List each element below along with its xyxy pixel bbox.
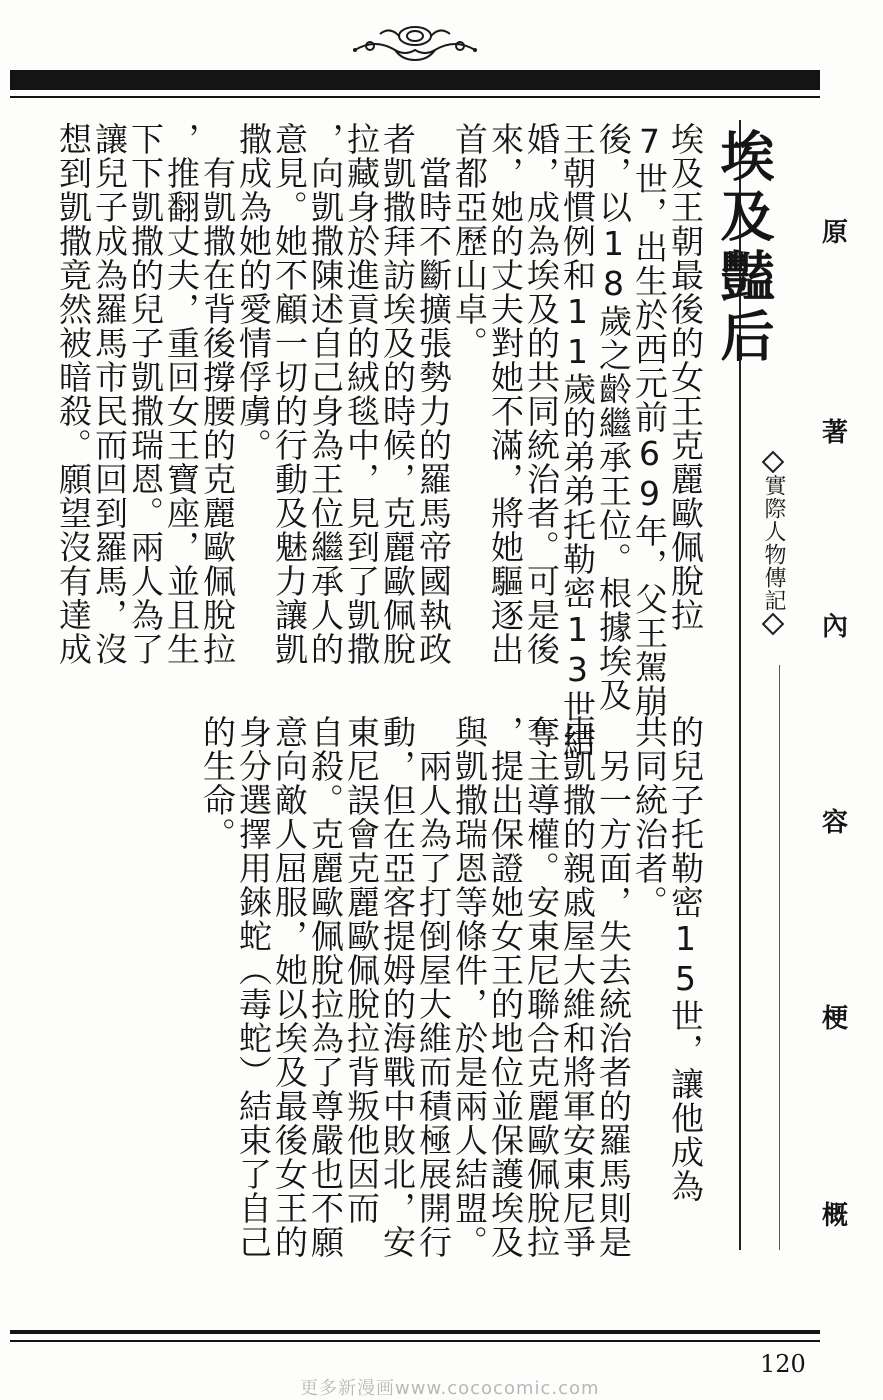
subtitle-rule: [779, 665, 780, 1250]
category-char: 原: [821, 218, 848, 248]
text-column: ，推翻丈夫，重回女王寶座，並且生: [162, 122, 201, 666]
text-column: 7世，出生於西元前69年，父王駕崩: [630, 122, 669, 718]
text-column: 奪主導權。安東尼聯合克麗歐佩脫拉: [522, 715, 561, 1259]
footer-rule: [10, 1330, 820, 1334]
category-char: 容: [821, 808, 848, 838]
category-char: 概: [821, 1201, 848, 1231]
text-column: 首都亞歷山卓。: [450, 122, 489, 360]
body-text-lower: [183, 715, 705, 1259]
text-column: 的兒子托勒密15世，讓他成為: [666, 715, 705, 1203]
text-column: 埃及王朝最後的女王克麗歐佩脫拉: [666, 122, 705, 632]
body-text-upper: [43, 122, 705, 758]
text-column: 想到凱撒竟然被暗殺。願望沒有達成: [54, 122, 93, 666]
header-bar: [10, 70, 820, 90]
text-column: 東尼誤會克麗歐佩脫拉背叛他因而: [342, 715, 381, 1225]
text-column: 當時不斷擴張勢力的羅馬帝國執政: [414, 122, 453, 666]
text-column: ，提出保證她女王的地位並保護埃及: [486, 715, 525, 1259]
text-column: 兩人為了打倒屋大維而積極展開行: [414, 715, 453, 1259]
footer-rule-thin: [10, 1340, 820, 1342]
subtitle-label: 實際人物傳記: [761, 474, 786, 612]
article-subtitle: [761, 450, 785, 636]
text-column: 身分選擇用錸蛇（毒蛇）結束了自己: [234, 715, 273, 1259]
text-column: 來，她的丈夫對她不滿，將她驅逐出: [486, 122, 525, 666]
text-column: ，向凱撒陳述自己身為王位繼承人的: [306, 122, 345, 666]
text-column: 下下凱撒的兒子凱撒瑞恩。兩人為了: [126, 122, 165, 666]
text-column: 共同統治者。: [630, 715, 669, 919]
text-column: 與凱撒瑞恩等條件，於是兩人結盟。: [450, 715, 489, 1259]
ornament-icon: [350, 20, 480, 66]
watermark-text: 更多新漫画www.cococomic.com: [300, 1378, 600, 1399]
text-column: 後，以18歲之齡繼承王位。根據埃及: [594, 122, 633, 712]
header-rule: [10, 96, 820, 98]
diamond-box-icon: [762, 613, 785, 636]
text-column: 讓兒子成為羅馬市民而回到羅馬，沒: [90, 122, 129, 666]
article-title: 埃及豔后: [712, 128, 776, 368]
text-column: 動，但在亞客提姆的海戰中敗北，安: [378, 715, 417, 1259]
category-char: 內: [821, 612, 848, 642]
category-char: 著: [821, 418, 848, 448]
text-column: 由凱撒的親戚屋大維和將軍安東尼爭: [558, 715, 597, 1259]
text-column: 者凱撒拜訪埃及的時候，克麗歐佩脫: [378, 122, 417, 666]
diamond-box-icon: [762, 451, 785, 474]
text-column: 拉藏身於進貢的絨毯中，見到了凱撒: [342, 122, 381, 666]
text-column: 自殺。克麗歐佩脫拉為了尊嚴也不願: [306, 715, 345, 1259]
text-column: 王朝慣例和11歲的弟弟托勒密13世結: [558, 122, 597, 758]
text-column: 撒成為她的愛情俘虜。: [234, 122, 273, 462]
text-column: 另一方面，失去統治者的羅馬則是: [594, 715, 633, 1259]
text-column: 意見。她不顧一切的行動及魅力讓凱: [270, 122, 309, 666]
text-column: 婚，成為埃及的共同統治者。可是後: [522, 122, 561, 666]
text-column: 有凱撒在背後撐腰的克麗歐佩脫拉: [198, 122, 237, 666]
text-column: 意向敵人屈服，她以埃及最後女王的: [270, 715, 309, 1259]
category-char: 梗: [821, 1004, 848, 1034]
page-number: 120: [760, 1350, 806, 1378]
text-column: 的生命。: [198, 715, 237, 851]
